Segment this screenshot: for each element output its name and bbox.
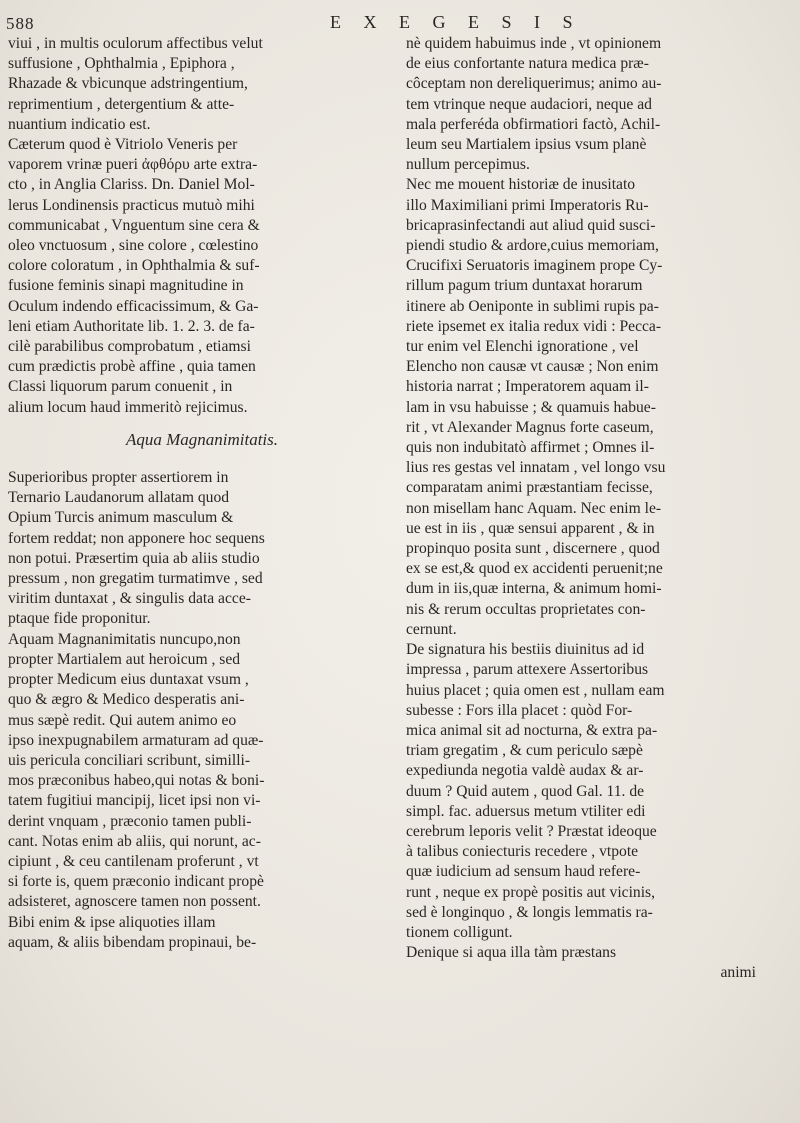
text-line: non misellam hanc Aquam. Nec enim le-: [406, 499, 662, 517]
text-line: dum in iis,quæ interna, & animum homi-: [406, 580, 662, 598]
text-line: oleo vnctuosum , sine colore , cœlestino: [8, 237, 259, 255]
text-line: nullum percepimus.: [406, 156, 530, 174]
left-column: [8, 34, 396, 953]
text-line: adsisteret, agnoscere tamen non possent.: [8, 893, 261, 911]
text-line: mos præconibus habeo,qui notas & boni-: [8, 772, 265, 790]
text-line: quis non indubitatò affirmet ; Omnes il-: [406, 439, 655, 457]
text-line: cernunt.: [406, 620, 457, 638]
text-line: De signatura his bestiis diuinitus ad id: [406, 641, 645, 659]
text-line: duum ? Quid autem , quod Gal. 11. de: [406, 782, 645, 800]
text-line: sed è longinquo , & longis lemmatis ra-: [406, 903, 653, 921]
text-line: pressum , non gregatim turmatimve , sed: [8, 570, 263, 588]
text-line: tur enim vel Elenchi ignoratione , vel: [406, 338, 639, 356]
text-line: mus sæpè redit. Qui autem animo eo: [8, 711, 237, 729]
text-line: cipiunt , & ceu cantilenam proferunt , vt: [8, 852, 259, 870]
text-line: Aquam Magnanimitatis nuncupo,non: [8, 630, 241, 648]
text-line: itinere ab Oeniponte in sublimi rupis pa-: [406, 297, 659, 315]
text-line: vaporem vrinæ pueri ἀφθόρυ arte extra-: [8, 156, 258, 174]
text-line: riete ipsemet ex italia redux vidi : Pecca-: [406, 317, 662, 335]
text-line: lam in vsu habuisse ; & quamuis habue-: [406, 398, 656, 416]
text-line: subesse : Fors illa placet : quòd For-: [406, 701, 633, 719]
text-line: Ternario Laudanorum allatam quod: [8, 489, 230, 507]
text-line: rillum pagum trium duntaxat horarum: [406, 277, 643, 295]
page-number: 588: [6, 14, 35, 33]
text-line: Denique si aqua illa tàm præstans: [406, 944, 617, 962]
text-line: impressa , parum attexere Assertoribus: [406, 661, 649, 679]
text-line: Classi liquorum parum conuenit , in: [8, 378, 233, 396]
text-line: derint vnquam , præconio tamen publi-: [8, 812, 252, 830]
text-line: historia narrat ; Imperatorem aquam il-: [406, 378, 649, 396]
text-line: viritim duntaxat , & singulis data acce-: [8, 590, 251, 608]
text-line: propinquo posita sunt , discernere , quod: [406, 540, 660, 558]
text-line: suffusione , Ophthalmia , Epiphora ,: [8, 55, 235, 73]
text-line: colore coloratum , in Ophthalmia & suf-: [8, 257, 260, 275]
text-line: mala perferéda obfirmatiori factò, Achil-: [406, 115, 661, 133]
text-line: ptaque fide proponitur.: [8, 610, 151, 628]
text-line: triam gregatim , & cum periculo sæpè: [406, 742, 643, 760]
text-line: Nec me mouent historiæ de inusitato: [406, 176, 636, 194]
text-line: à talibus coniecturis recedere , vtpote: [406, 843, 639, 861]
text-line: communicabat , Vnguentum sine cera &: [8, 216, 260, 234]
text-line: de eius confortante natura medica præ-: [406, 55, 649, 73]
text-line: propter Medicum eius duntaxat vsum ,: [8, 671, 249, 689]
text-line: quæ iudicium ad sensum haud refere-: [406, 863, 641, 881]
text-line: huius placet ; quia omen est , nullam eam: [406, 681, 665, 699]
text-line: Oculum indendo efficacissimum, & Ga-: [8, 297, 259, 315]
text-line: simpl. fac. aduersus metum vtiliter edi: [406, 802, 646, 820]
text-line: nuantium indicatio est.: [8, 115, 151, 133]
text-line: propter Martialem aut heroicum , sed: [8, 650, 241, 668]
text-line: illo Maximiliani primi Imperatoris Ru-: [406, 196, 649, 214]
text-line: aquam, & aliis bibendam propinaui, be-: [8, 933, 257, 951]
text-line: cilè parabilibus comprobatum , etiamsi: [8, 338, 251, 356]
text-line: cum prædictis probè affine , quia tamen: [8, 358, 256, 376]
text-line: Bibi enim & ipse aliquoties illam: [8, 913, 216, 931]
text-line: reprimentium , detergentium & atte-: [8, 95, 235, 113]
text-line: Opium Turcis animum masculum &: [8, 509, 234, 527]
text-line: runt , neque ex propè positis aut vicinis,: [406, 883, 656, 901]
right-column: [406, 34, 792, 984]
text-line: viui , in multis oculorum affectibus velut: [8, 35, 263, 52]
text-line: bricaprasinfectandi aut aliud quid susci-: [406, 216, 656, 234]
text-line: expediunda negotia valdè audax & ar-: [406, 762, 644, 780]
text-line: lerus Londinensis practicus mutuò mihi: [8, 196, 255, 214]
text-line: leni etiam Authoritate lib. 1. 2. 3. de fa-: [8, 317, 255, 335]
text-line: cant. Notas enim ab aliis, qui norunt, ac-: [8, 832, 261, 850]
text-line: Cæterum quod è Vitriolo Veneris per: [8, 136, 238, 154]
text-line: côceptam non dereliquerimus; animo au-: [406, 75, 662, 93]
section-heading: Aqua Magnanimitatis.: [125, 429, 279, 449]
text-line: fusione feminis sinapi magnitudine in: [8, 277, 244, 295]
catchword: animi: [720, 964, 756, 982]
text-line: Crucifixi Seruatoris imaginem prope Cy-: [406, 257, 663, 275]
text-line: comparatam animi præstantiam fecisse,: [406, 479, 653, 497]
text-line: rit , vt Alexander Magnus forte caseum,: [406, 418, 654, 436]
text-line: mica animal sit ad nocturna, & extra pa-: [406, 721, 658, 739]
text-line: cto , in Anglia Clariss. Dn. Daniel Mol-: [8, 176, 255, 194]
text-line: alium locum haud immeritò rejicimus.: [8, 398, 248, 416]
text-line: cerebrum leporis velit ? Præstat ideoque: [406, 822, 657, 840]
text-line: ipso inexpugnabilem armaturam ad quæ-: [8, 731, 264, 749]
running-head: E X E G E S I S: [330, 12, 582, 32]
text-line: tionem colligunt.: [406, 923, 513, 941]
text-line: ue est in iis , quæ sensui apparent , & in: [406, 519, 655, 537]
text-line: Elencho non causæ vt causæ ; Non enim: [406, 358, 659, 376]
text-line: fortem reddat; non apponere hoc sequens: [8, 529, 265, 547]
text-line: non potui. Præsertim quia ab aliis studio: [8, 549, 260, 567]
text-line: piendi studio & ardore,cuius memoriam,: [406, 237, 659, 255]
text-line: leum seu Martialem ipsius vsum planè: [406, 136, 647, 154]
text-line: quo & ægro & Medico desperatis ani-: [8, 691, 245, 709]
text-line: lius res gestas vel innatam , vel longo vsu: [406, 459, 666, 477]
text-line: ex se est,& quod ex accidenti peruenit;ne: [406, 560, 663, 578]
text-line: si forte is, quem præconio indicant propè: [8, 873, 264, 891]
text-line: nè quidem habuimus inde , vt opinionem: [406, 35, 662, 52]
text-line: Superioribus propter assertiorem in: [8, 469, 229, 487]
text-line: Rhazade & vbicunque adstringentium,: [8, 75, 248, 93]
text-line: uis pericula conciliari scribunt, similli-: [8, 751, 251, 769]
text-line: tatem fugitiui mancipij, licet ipsi non vi-: [8, 792, 261, 810]
text-line: nis & rerum occultas proprietates con-: [406, 600, 646, 618]
text-line: tem vtrinque neque audaciori, neque ad: [406, 95, 652, 113]
